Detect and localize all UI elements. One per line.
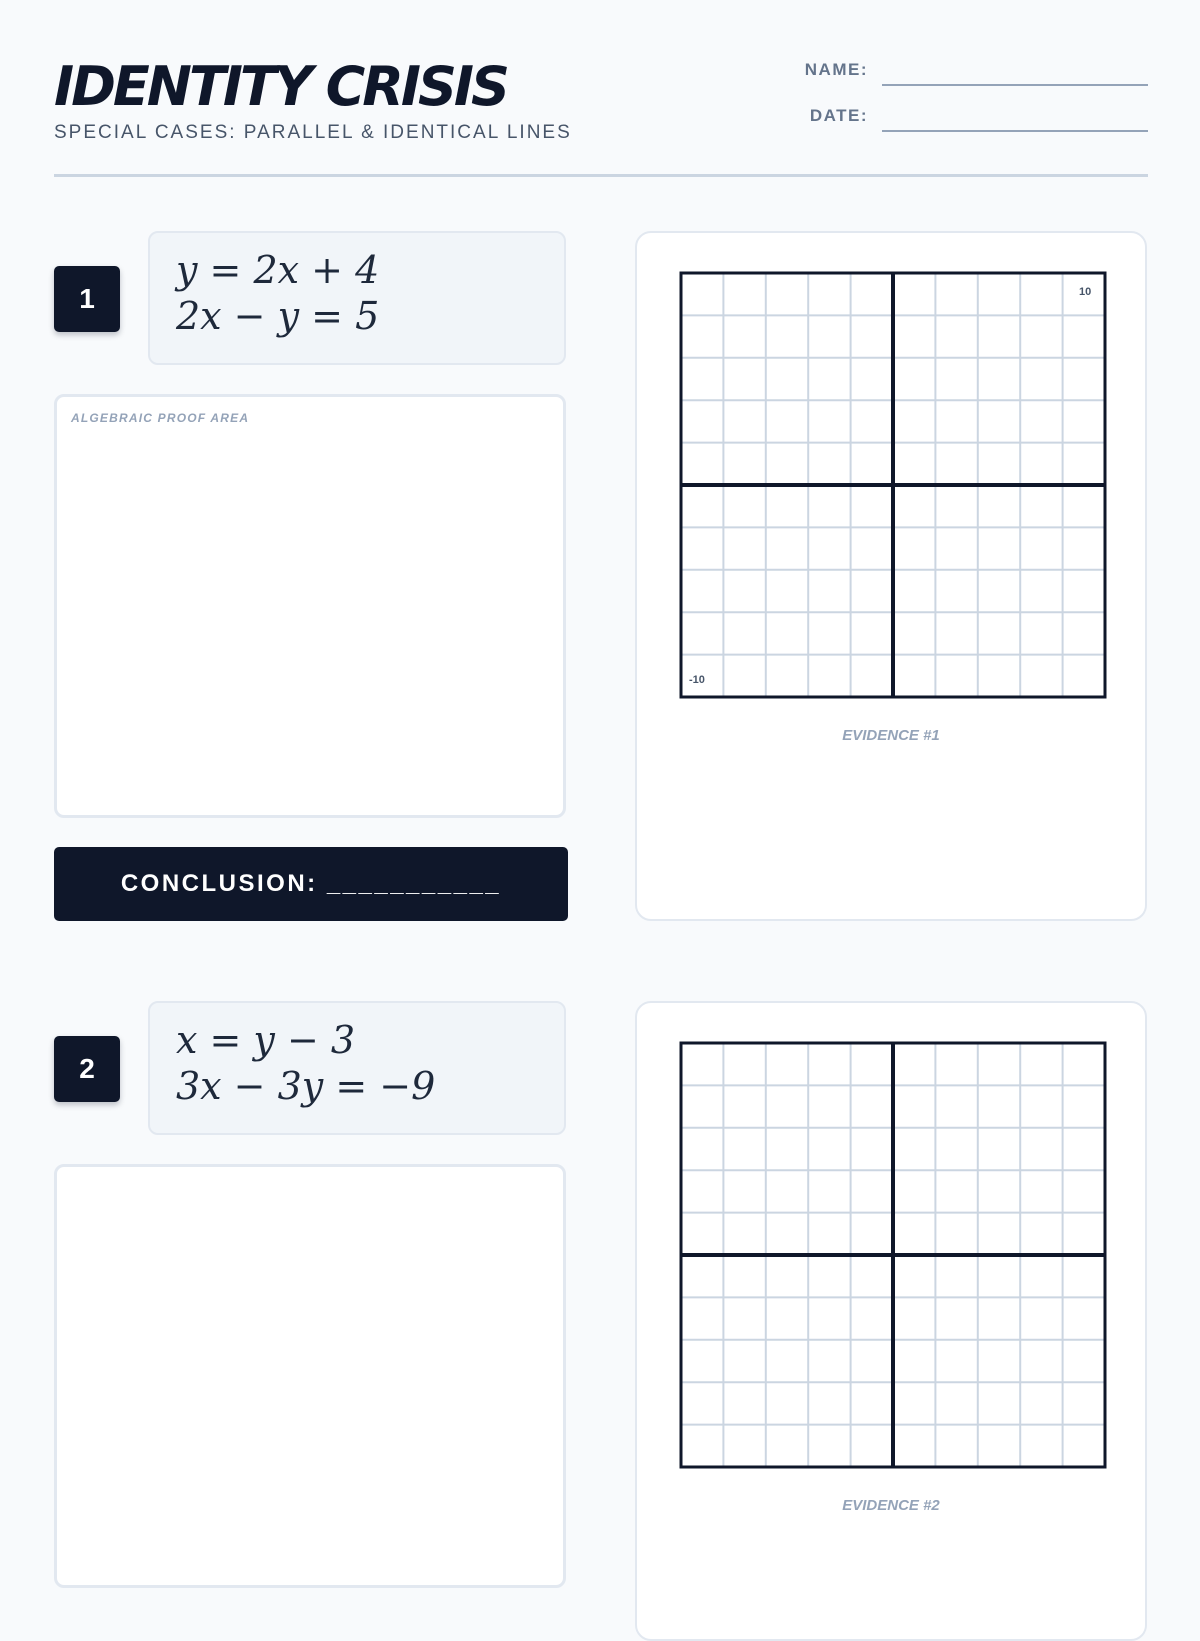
tick-label-min: -10 — [689, 674, 705, 686]
name-line[interactable] — [882, 84, 1148, 86]
date-label: DATE: — [809, 106, 868, 125]
equation-2: 2x − y = 5 — [176, 294, 380, 338]
equation-1: x = y − 3 — [176, 1018, 356, 1062]
header-divider — [54, 174, 1148, 177]
evidence-label: EVIDENCE #2 — [842, 1497, 940, 1514]
name-field[interactable] — [790, 56, 1148, 86]
coordinate-grid[interactable] — [679, 271, 1107, 699]
conclusion-bar[interactable]: CONCLUSION: ___________ — [54, 847, 568, 921]
equation-system-box — [148, 231, 566, 365]
graph-card — [635, 1001, 1147, 1641]
date-field[interactable] — [790, 102, 1148, 132]
page-title: IDENTITY CRISIS — [54, 55, 507, 118]
worksheet-header — [54, 0, 1148, 176]
proof-area[interactable] — [54, 1164, 566, 1588]
proof-area-label: ALGEBRAIC PROOF AREA — [71, 411, 250, 425]
problem-number-badge: 2 — [54, 1036, 120, 1102]
equation-1: y = 2x + 4 — [176, 248, 380, 292]
evidence-label: EVIDENCE #1 — [842, 727, 940, 744]
proof-area[interactable] — [54, 394, 566, 818]
date-line[interactable] — [882, 130, 1148, 132]
graph-card — [635, 231, 1147, 921]
page-subtitle: SPECIAL CASES: PARALLEL & IDENTICAL LINES — [54, 122, 572, 143]
problem-number-badge: 1 — [54, 266, 120, 332]
tick-label-max: 10 — [1079, 286, 1092, 298]
equation-2: 3x − 3y = −9 — [176, 1064, 436, 1108]
equation-system-box — [148, 1001, 566, 1135]
coordinate-grid[interactable] — [679, 1041, 1107, 1469]
name-label: NAME: — [804, 60, 868, 79]
